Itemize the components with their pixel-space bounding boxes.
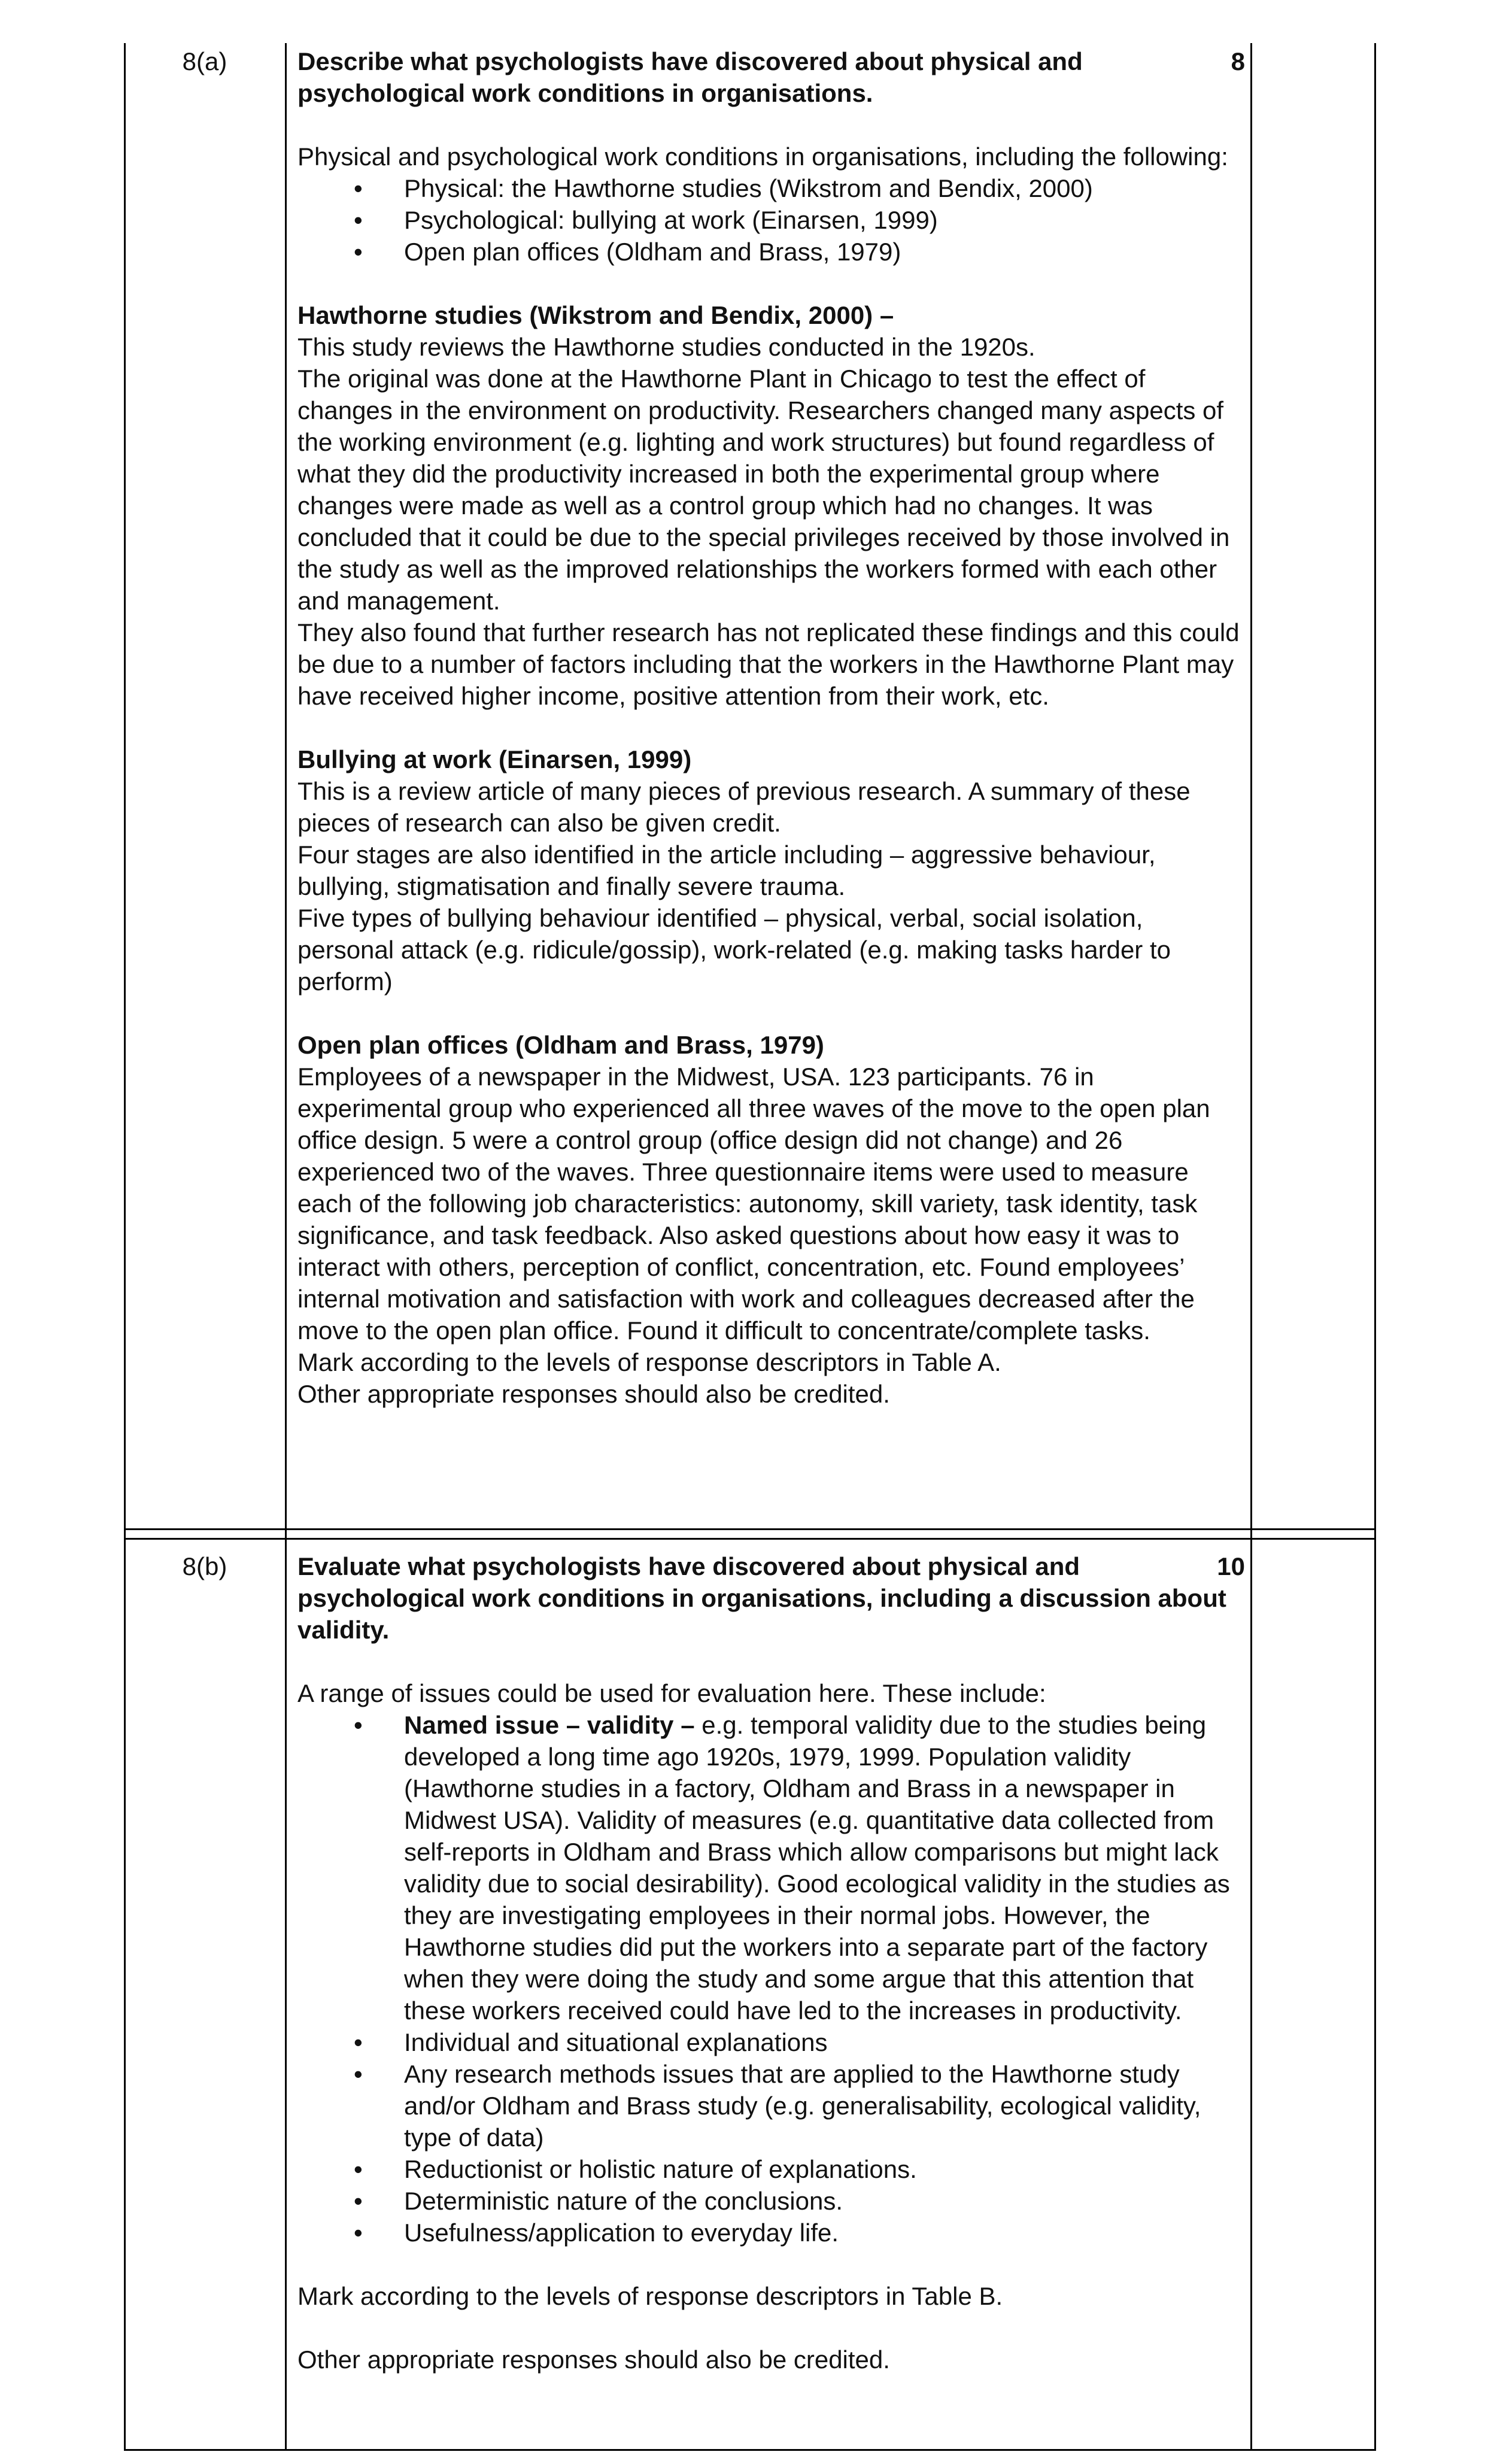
topic-list-8a: [297, 172, 1243, 268]
question-number-8b: 8(b): [182, 1552, 227, 1580]
bullet-icon: •: [354, 2187, 363, 2215]
table-divider-question: [285, 43, 287, 2451]
list-item: • Open plan offices (Oldham and Brass, 1979): [297, 236, 1243, 268]
row-divider-bottom: [124, 1538, 1376, 1540]
answer-content-8b: [297, 1550, 1243, 2375]
intro-text-8a: Physical and psychological work conditions in organisations, including the following:: [297, 142, 1228, 171]
intro-text-8b: A range of issues could be used for evaluation here. These include:: [297, 1679, 1046, 1707]
bullet-icon: •: [354, 206, 363, 234]
question-text-8a: Describe what psychologists have discovered about physical and psychological work conditions in organisations.: [297, 47, 1083, 107]
hawthorne-paragraph: This study reviews the Hawthorne studies conducted in the 1920s.: [297, 333, 1035, 361]
question-text-8b: Evaluate what psychologists have discovered about physical and psychological work conditions in organisations, including a discussion about validity.: [297, 1552, 1226, 1644]
bullet-icon: •: [354, 238, 363, 266]
marking-note: Mark according to the levels of response descriptors in Table A.: [297, 1348, 1001, 1376]
list-item: • Any research methods issues that are applied to the Hawthorne study and/or Oldham and Brass study (e.g. generalisability, ecological validity, type of data): [297, 2058, 1243, 2153]
hawthorne-heading: Hawthorne studies (Wikstrom and Bendix, 2000) –: [297, 301, 894, 329]
marking-note: Mark according to the levels of response descriptors in Table B.: [297, 2282, 1003, 2310]
bullying-heading: Bullying at work (Einarsen, 1999): [297, 745, 692, 773]
bullet-icon: •: [354, 174, 363, 202]
marks-8a: 8: [1231, 47, 1245, 75]
table-border-left: [124, 43, 126, 2451]
table-border-right: [1374, 43, 1376, 2451]
bullet-icon: •: [354, 2028, 363, 2056]
answer-content-8a: [297, 45, 1243, 1410]
evaluation-list-8b: [297, 1709, 1243, 2248]
validity-text: e.g. temporal validity due to the studies being developed a long time ago 1920s, 1979, 1999. Population validity (Hawthorne studies in a factory, Oldham and Brass in a newspaper in Midwest USA). Validity of measures (e.g. quantitative data collected from self-reports in Oldham and Brass which allow comparisons but might lack validity due to social desirability). Good ecological validity in the studies as they are investigating employees in their normal jobs. However, the Hawthorne studies did put the workers into a separate part of the factory when they were doing the study and some argue that this attention that these workers received could have led to the increases in productivity.: [404, 1711, 1230, 2025]
openplan-heading: Open plan offices (Oldham and Brass, 1979): [297, 1031, 824, 1059]
table-border-bottom: [124, 2449, 1376, 2451]
bullet-icon: •: [354, 1711, 363, 1739]
list-item: [297, 1709, 1243, 2026]
bullet-icon: •: [354, 2060, 363, 2088]
marks-8b: 10: [1217, 1552, 1245, 1580]
hawthorne-paragraph: They also found that further research has not replicated these findings and this could be due to a number of factors including that the workers in the Hawthorne Plant may have received higher income, positive attention from their work, etc.: [297, 618, 1240, 710]
bullet-icon: •: [354, 2155, 363, 2183]
list-item: • Deterministic nature of the conclusions.: [297, 2185, 1243, 2217]
list-item: • Physical: the Hawthorne studies (Wikstrom and Bendix, 2000): [297, 172, 1243, 204]
bullying-paragraph: This is a review article of many pieces of previous research. A summary of these pieces of research can also be given credit.: [297, 777, 1191, 837]
list-item: • Reductionist or holistic nature of explanations.: [297, 2153, 1243, 2185]
list-item: • Psychological: bullying at work (Einarsen, 1999): [297, 204, 1243, 236]
table-divider-marks: [1250, 43, 1252, 2451]
hawthorne-paragraph: The original was done at the Hawthorne Plant in Chicago to test the effect of changes in the environment on productivity. Researchers changed many aspects of the working environment (e.g. lighting and work structures) but found regardless of what they did the productivity increased in both the experimental group where changes were made as well as a control group which had no changes. It was concluded that it could be due to the special privileges received by those involved in the study as well as the improved relationships the workers formed with each other and management.: [297, 365, 1230, 615]
openplan-paragraph: Employees of a newspaper in the Midwest, USA. 123 participants. 76 in experimental group who experienced all three waves of the move to the open plan office design. 5 were a control group (office design did not change) and 26 experienced two of the waves. Three questionnaire items were used to measure each of the following job characteristics: autonomy, skill variety, task identity, task significance, and task feedback. Also asked questions about how easy it was to interact with others, perception of conflict, concentration, etc. Found employees’ internal motivation and satisfaction with work and colleagues decreased after the move to the open plan office. Found it difficult to concentrate/complete tasks.: [297, 1063, 1210, 1345]
credit-note: Other appropriate responses should also be credited.: [297, 1380, 890, 1408]
bullying-paragraph: Five types of bullying behaviour identified – physical, verbal, social isolation, personal attack (e.g. ridicule/gossip), work-related (e.g. making tasks harder to perform): [297, 904, 1171, 996]
bullet-icon: •: [354, 2219, 363, 2247]
question-number-8a: 8(a): [182, 47, 227, 75]
list-item: • Usefulness/application to everyday life.: [297, 2217, 1243, 2248]
validity-label: Named issue – validity –: [404, 1711, 695, 1739]
list-item: • Individual and situational explanations: [297, 2026, 1243, 2058]
row-divider-top: [124, 1528, 1376, 1530]
credit-note: Other appropriate responses should also be credited.: [297, 2345, 890, 2374]
bullying-paragraph: Four stages are also identified in the article including – aggressive behaviour, bullying, stigmatisation and finally severe trauma.: [297, 840, 1156, 900]
